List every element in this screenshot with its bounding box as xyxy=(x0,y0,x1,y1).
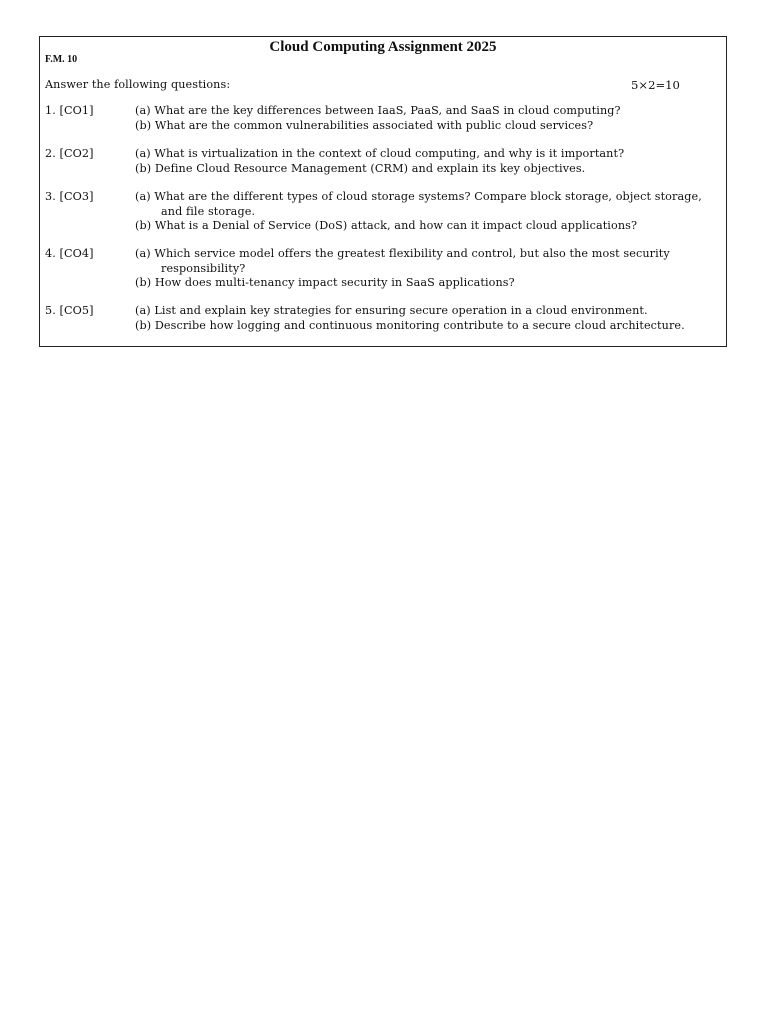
document-title: Cloud Computing Assignment 2025 xyxy=(269,39,497,55)
question-part-a: (a) What is virtualization in the context of cloud computing, and why is it important? xyxy=(135,147,625,160)
question-number: 4. [CO4] xyxy=(45,247,94,260)
question-part-b: (b) How does multi-tenancy impact security in SaaS applications? xyxy=(135,276,515,289)
question-parts xyxy=(135,190,725,234)
question-number: 5. [CO5] xyxy=(45,304,94,317)
question-part-b: (b) What is a Denial of Service (DoS) attack, and how can it impact cloud applications? xyxy=(135,219,638,232)
assignment-sheet xyxy=(39,36,727,347)
question-parts xyxy=(135,304,725,333)
question-parts xyxy=(135,247,725,291)
question-parts xyxy=(135,147,725,176)
question-part-b: (b) Define Cloud Resource Management (CRM) and explain its key objectives. xyxy=(135,161,586,175)
question-parts xyxy=(135,104,725,133)
question-part-a: (a) What are the different types of cloud storage systems? Compare block storage, object storage, and file storage. xyxy=(135,190,702,218)
question-part-b: (b) Describe how logging and continuous monitoring contribute to a secure cloud architecture. xyxy=(135,318,685,332)
question-part-a: (a) Which service model offers the greatest flexibility and control, but also the most security responsibility? xyxy=(135,247,670,275)
question-part-a: (a) What are the key differences between IaaS, PaaS, and SaaS in cloud computing? xyxy=(135,104,621,117)
question-part-a: (a) List and explain key strategies for ensuring secure operation in a cloud environment. xyxy=(135,304,648,317)
marks-scheme: 5×2=10 xyxy=(631,78,680,92)
question-number: 3. [CO3] xyxy=(45,190,94,203)
question-part-b: (b) What are the common vulnerabilities associated with public cloud services? xyxy=(135,118,594,132)
instruction-text: Answer the following questions: xyxy=(45,78,231,91)
question-number: 1. [CO1] xyxy=(45,104,94,117)
question-number: 2. [CO2] xyxy=(45,147,94,160)
full-marks: F.M. 10 xyxy=(45,54,78,65)
